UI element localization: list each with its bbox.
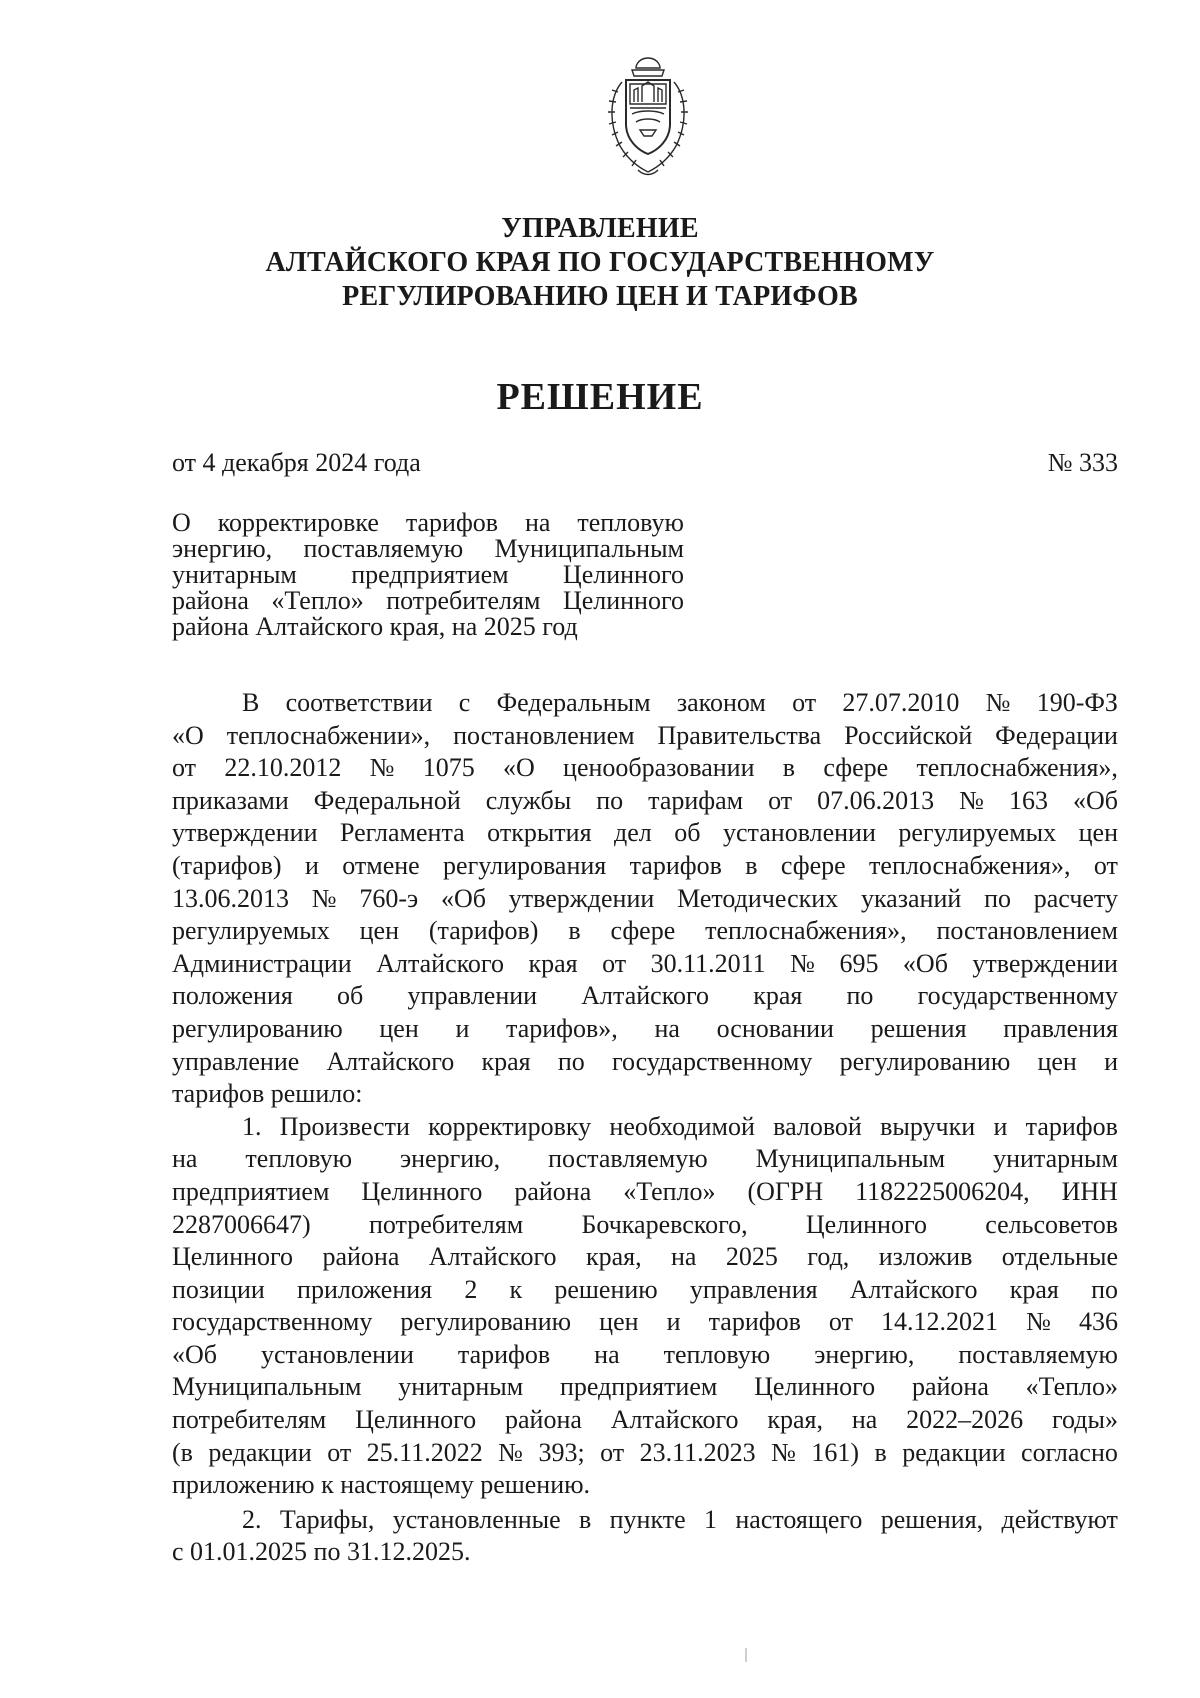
body-line: приказами Федеральной службы по тарифам от 07.06.2013 № 163 «Об [172,785,1118,815]
coat-of-arms-emblem [592,52,704,182]
body-line: 1. Произвести корректировку необходимой валовой выручки и тарифов [242,1111,1118,1141]
body-line: на тепловую энергию, поставляемую Муниципальным унитарным [172,1144,1118,1174]
subject-line: унитарным предприятием Целинного [172,560,684,589]
item-2-paragraph [172,1504,1118,1569]
body-line: позиции приложения 2 к решению управления Алтайского края по [172,1274,1118,1304]
scan-mark [745,1648,747,1662]
body-line: 2287006647) потребителям Бочкаревского, Целинного сельсоветов [172,1209,1118,1239]
body-line: 13.06.2013 № 760-э «Об утверждении Методических указаний по расчету [172,883,1118,913]
body-line: В соответствии с Федеральным законом от 27.07.2010 № 190-ФЗ [242,688,1118,717]
body-line: (тарифов) и отмене регулирования тарифов в сфере теплоснабжения», от [172,850,1118,880]
body-line: регулированию цен и тарифов», на основании решения правления [172,1013,1118,1043]
preamble-paragraph [172,687,1118,1111]
body-line: государственному регулированию цен и тарифов от 14.12.2021 № 436 [172,1307,1118,1337]
body-line: тарифов решило: [172,1079,363,1109]
body-line: «Об установлении тарифов на тепловую энергию, поставляемую [172,1339,1118,1369]
body-line: Муниципальным унитарным предприятием Целинного района «Тепло» [172,1372,1118,1402]
body-line: приложению к настоящему решению. [172,1470,591,1500]
document-subject [172,510,684,640]
document-date: от 4 декабря 2024 года [172,448,421,477]
org-line-1: УПРАВЛЕНИЕ [501,213,699,244]
body-line: 2. Тарифы, установленные в пункте 1 настоящего решения, действуют [242,1504,1118,1534]
org-line-3: РЕГУЛИРОВАНИЮ ЦЕН И ТАРИФОВ [342,281,858,312]
document-number: № 333 [1047,448,1118,477]
subject-line: О корректировке тарифов на тепловую [172,508,684,537]
body-line: от 22.10.2012 № 1075 «О ценообразовании в сфере теплоснабжения», [172,753,1118,783]
body-line: положения об управлении Алтайского края по государственному [172,981,1118,1011]
document-body [172,687,1118,1569]
body-line: регулируемых цен (тарифов) в сфере теплоснабжения», постановлением [172,916,1118,946]
body-line: потребителям Целинного района Алтайского края, на 2022–2026 годы» [172,1405,1118,1435]
organization-name [0,212,1200,314]
subject-line: района «Тепло» потребителям Целинного [172,586,684,615]
body-line: «О теплоснабжении», постановлением Правительства Российской Федерации [172,720,1118,750]
org-line-2: АЛТАЙСКОГО КРАЯ ПО ГОСУДАРСТВЕННОМУ [265,247,935,278]
body-line: предприятием Целинного района «Тепло» (ОГРН 1182225006204, ИНН [172,1176,1118,1206]
body-line: Администрации Алтайского края от 30.11.2011 № 695 «Об утверждении [172,948,1118,978]
body-line: Целинного района Алтайского края, на 2025 год, изложив отдельные [172,1242,1118,1272]
subject-line: района Алтайского края, на 2025 год [172,612,578,641]
body-line: утверждении Регламента открытия дел об установлении регулируемых цен [172,818,1118,848]
document-type-title: РЕШЕНИЕ [496,376,704,418]
body-line: с 01.01.2025 по 31.12.2025. [172,1537,471,1567]
item-1-paragraph [172,1111,1118,1502]
body-line: (в редакции от 25.11.2022 № 393; от 23.11.2023 № 161) в редакции согласно [172,1437,1118,1467]
subject-line: энергию, поставляемую Муниципальным [172,534,684,563]
body-line: управление Алтайского края по государственному регулированию цен и [172,1046,1118,1076]
